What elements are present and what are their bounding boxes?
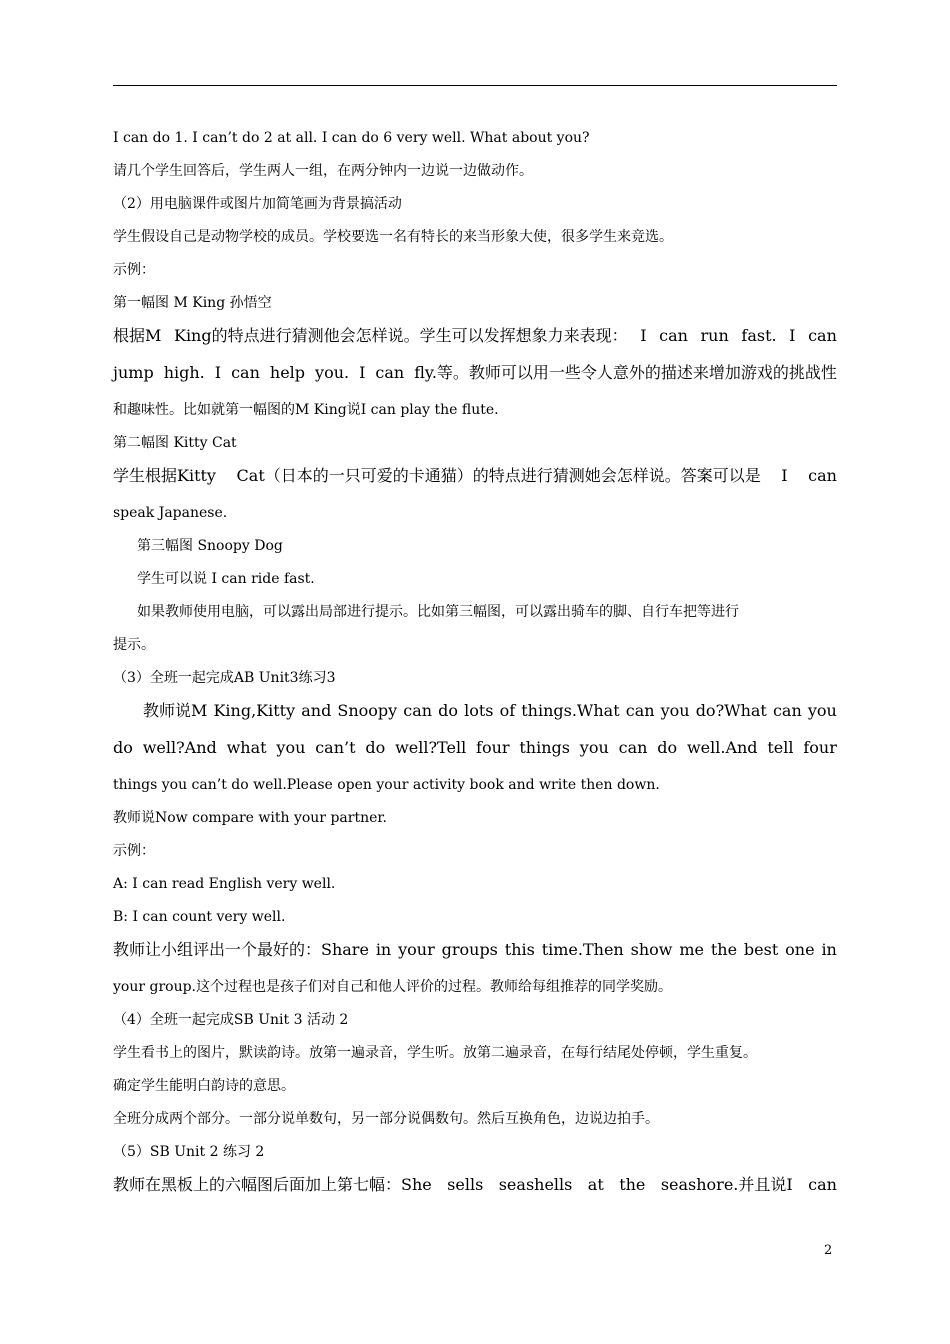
page-number: 2 — [824, 1243, 833, 1258]
header-rule — [113, 85, 837, 86]
word: 学生根据Kitty — [113, 466, 216, 485]
word: I — [214, 363, 222, 382]
justified-line — [113, 462, 837, 499]
word: well?And — [142, 738, 217, 757]
word: time.Then — [541, 940, 624, 959]
word: things — [519, 738, 570, 757]
text-line: 提示。 — [113, 637, 155, 653]
word: you — [579, 738, 609, 757]
word: of — [499, 701, 516, 720]
text-line: 学生可以说 I can ride fast. — [137, 571, 315, 587]
text-line: 学生看书上的图片，默读韵诗。放第一遍录音，学生听。放第二遍录音，在每行结尾处停顿，学生重复。 — [113, 1045, 757, 1061]
word: can — [618, 738, 648, 757]
word: in — [821, 940, 837, 959]
word: run — [700, 326, 729, 345]
word: can’t — [315, 738, 356, 757]
text-line: 第三幅图 Snoopy Dog — [137, 538, 283, 554]
word: Snoopy — [337, 701, 398, 720]
justified-line — [113, 1171, 837, 1208]
word: can — [808, 1175, 837, 1194]
word: this — [504, 940, 535, 959]
word: sells — [447, 1175, 484, 1194]
text-line: 请几个学生回答后，学生两人一组，在两分钟内一边说一边做动作。 — [113, 163, 533, 179]
word: 教师让小组评出一个最好的：Share — [113, 940, 369, 959]
word: I — [640, 326, 647, 345]
section-heading: （5）SB Unit 2 练习 2 — [113, 1144, 265, 1160]
word: jump — [113, 363, 154, 382]
text-line: speak Japanese. — [113, 505, 228, 521]
word: can — [625, 701, 655, 720]
word: can — [375, 363, 405, 382]
text-line: 和趣味性。比如就第一幅图的M King说I can play the flute. — [113, 402, 499, 418]
word: can — [403, 701, 433, 720]
word: help — [269, 363, 306, 382]
document-body — [113, 124, 837, 1208]
word: can — [808, 326, 837, 345]
word: at — [587, 1175, 604, 1194]
example-label: 示例： — [113, 843, 155, 859]
word: King的特点进行猜测他会怎样说。学生可以发挥想象力来表现： — [173, 326, 628, 345]
text-line: 第一幅图 M King 孙悟空 — [113, 295, 272, 311]
word: fast. — [741, 326, 777, 345]
word: groups — [441, 940, 498, 959]
word: King,Kitty — [213, 701, 296, 720]
word: in — [375, 940, 392, 959]
word: do — [365, 738, 386, 757]
word: can — [808, 466, 837, 485]
word: one — [785, 940, 815, 959]
word: you — [276, 738, 306, 757]
word: your — [398, 940, 435, 959]
word: I — [359, 363, 366, 382]
word: can — [231, 363, 260, 382]
word: seashells — [498, 1175, 573, 1194]
word: 教师说M — [143, 701, 208, 720]
word: four — [803, 738, 837, 757]
text-line: 确定学生能明白韵诗的意思。 — [113, 1078, 295, 1094]
text-line: your group.这个过程也是孩子们对自己和他人评价的过程。教师给每组推荐的同学奖励。 — [113, 979, 673, 995]
word: I — [781, 466, 788, 485]
justified-line — [113, 734, 837, 771]
word: me — [679, 940, 704, 959]
section-heading: （2）用电脑课件或图片加简笔画为背景搞活动 — [113, 196, 402, 212]
word: 根据M — [113, 326, 162, 345]
word: best — [743, 940, 779, 959]
word: the — [710, 940, 738, 959]
word: do — [113, 738, 133, 757]
justified-line — [113, 697, 837, 734]
justified-line — [113, 936, 837, 973]
section-heading: （4）全班一起完成SB Unit 3 活动 2 — [113, 1012, 349, 1028]
text-line: 教师说Now compare with your partner. — [113, 810, 387, 826]
word: can — [772, 701, 802, 720]
word: show — [630, 940, 673, 959]
word: things.What — [521, 701, 620, 720]
text-line: B: I can count very well. — [113, 909, 286, 925]
word: four — [476, 738, 510, 757]
text-line: I can do 1. I can’t do 2 at all. I can do 6 very well. What about you? — [113, 130, 590, 146]
justified-line — [113, 359, 837, 396]
word: 教师在黑板上的六幅图后面加上第七幅：She — [113, 1175, 432, 1194]
word: can — [659, 326, 688, 345]
text-line: A: I can read English very well. — [113, 876, 336, 892]
word: do — [438, 701, 459, 720]
text-line: 第二幅图 Kitty Cat — [113, 435, 237, 451]
word: well.And — [686, 738, 758, 757]
word: high. — [163, 363, 205, 382]
word: tell — [767, 738, 794, 757]
word: and — [301, 701, 332, 720]
text-line: 如果教师使用电脑，可以露出局部进行提示。比如第三幅图，可以露出骑车的脚、自行车把等进行 — [137, 604, 739, 620]
text-line: 学生假设自己是动物学校的成员。学校要选一名有特长的来当形象大使，很多学生来竞选。 — [113, 229, 673, 245]
word: you — [807, 701, 837, 720]
section-heading: （3）全班一起完成AB Unit3练习3 — [113, 670, 336, 686]
text-line: 全班分成两个部分。一部分说单数句，另一部分说偶数句。然后互换角色，边说边拍手。 — [113, 1111, 659, 1127]
word: the — [619, 1175, 646, 1194]
word: seashore.并且说I — [660, 1175, 793, 1194]
justified-line — [113, 322, 837, 359]
word: lots — [464, 701, 494, 720]
word: what — [226, 738, 267, 757]
word: well?Tell — [395, 738, 467, 757]
word: do — [657, 738, 678, 757]
word: I — [789, 326, 796, 345]
example-label: 示例： — [113, 262, 155, 278]
word: fly.等。教师可以用一些令人意外的描述来增加游戏的挑战性 — [414, 363, 837, 382]
word: do?What — [695, 701, 767, 720]
word: Cat（日本的一只可爱的卡通猫）的特点进行猜测她会怎样说。答案可以是 — [236, 466, 761, 485]
word: you — [660, 701, 690, 720]
word: you. — [315, 363, 350, 382]
text-line: things you can’t do well.Please open your activity book and write then down. — [113, 777, 660, 793]
